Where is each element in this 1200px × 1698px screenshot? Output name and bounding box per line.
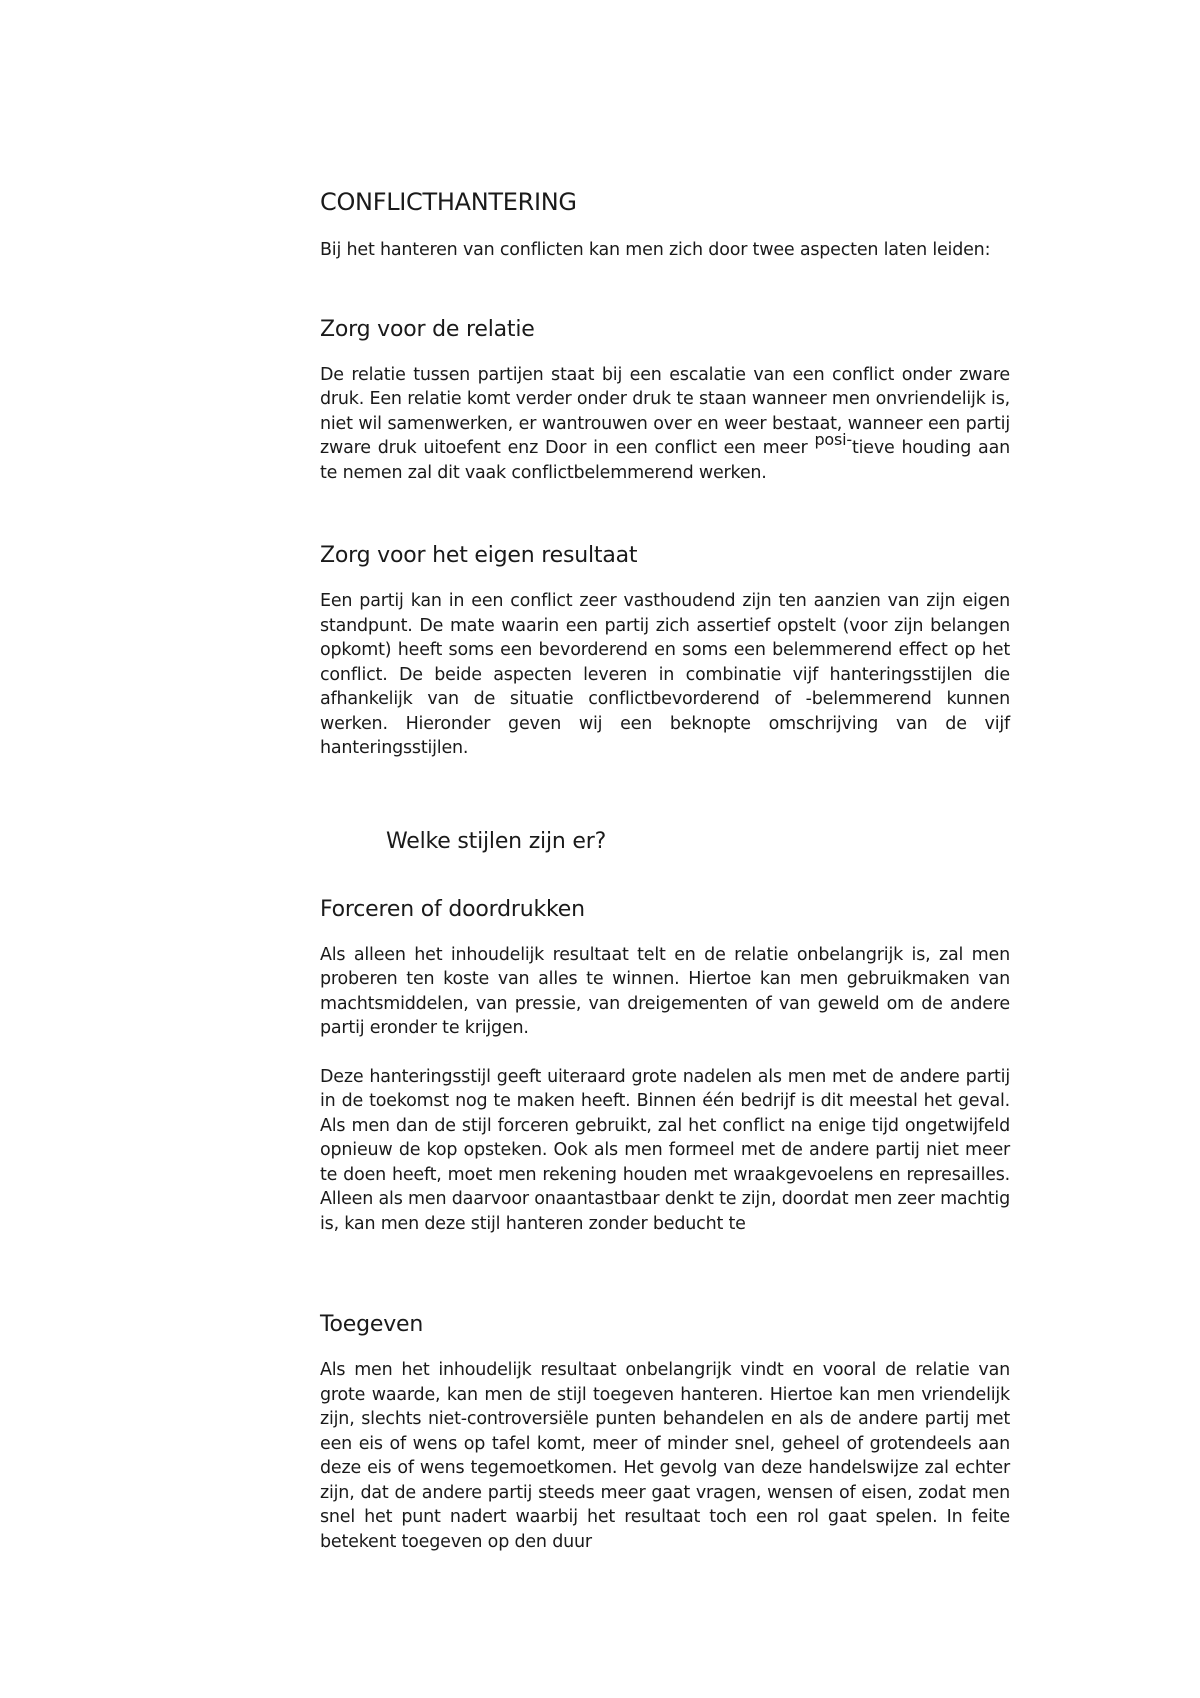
paragraph-text: tieve houding aan te nemen zal dit vaak conflictbelemmerend werken. <box>320 438 1010 483</box>
section-paragraph-relatie <box>320 363 1010 486</box>
document-body <box>320 186 1010 1554</box>
section-heading-stijlen: Welke stijlen zijn er? <box>386 828 607 854</box>
intro-paragraph: Bij het hanteren van conflicten kan men zich door twee aspecten laten leiden: <box>320 240 991 260</box>
section-heading-toegeven: Toegeven <box>320 1312 424 1337</box>
section-paragraph-toegeven: Als men het inhoudelijk resultaat onbelangrijk vindt en vooral de relatie van grote waarde, kan men de stijl toegeven hanteren. Hiertoe kan men vriendelijk zijn, slechts niet-controversiële punten behandelen en als de andere partij met een eis of wens op tafel komt, meer of minder snel, geheel of grotendeels aan deze eis of wens tegemoetkomen. Het gevolg van deze handelswijze zal echter zijn, dat de andere partij steeds meer gaat vragen, wensen of eisen, zodat men snel het punt nadert waarbij het resultaat toch een rol gaat spelen. In feite betekent toegeven op den duur <box>320 1360 1010 1552</box>
section-paragraph-forceren-2: Deze hanteringsstijl geeft uiteraard grote nadelen als men met de andere partij in de toekomst nog te maken heeft. Binnen één bedrijf is dit meestal het geval. Als men dan de stijl forceren gebruikt, zal het conflict na enige tijd ongetwijfeld opnieuw de kop opsteken. Ook als men formeel met de andere partij niet meer te doen heeft, moet men rekening houden met wraakgevoelens en represailles. Alleen als men daarvoor onaantastbaar denkt te zijn, doordat men zeer machtig is, kan men deze stijl hanteren zonder beducht te <box>320 1066 1010 1234</box>
paragraph-text: De relatie tussen partijen staat bij een escalatie van een conflict onder zware druk. Een relatie komt verder onder druk te staan wanneer men onvriendelijk is, niet wil samenwerken, er wantrouwen over en weer bestaat, wanneer een partij zware druk uitoefent enz Door in een conflict een meer <box>320 364 1010 458</box>
section-heading-resultaat: Zorg voor het eigen resultaat <box>320 543 638 568</box>
document-title: CONFLICTHANTERING <box>320 188 577 216</box>
hyphenated-fragment: posi- <box>814 430 852 449</box>
section-paragraph-forceren-1: Als alleen het inhoudelijk resultaat telt en de relatie onbelangrijk is, zal men proberen ten koste van alles te winnen. Hiertoe kan men gebruikmaken van machtsmiddelen, van pressie, van dreigementen of van geweld om de andere partij eronder te krijgen. <box>320 944 1010 1038</box>
section-paragraph-resultaat: Een partij kan in een conflict zeer vasthoudend zijn ten aanzien van zijn eigen standpunt. De mate waarin een partij zich assertief opstelt (voor zijn belangen opkomt) heeft soms een bevorderend en soms een belemmerend effect op het conflict. De beide aspecten leveren in combinatie vijf hanteringsstijlen die afhankelijk van de situatie conflictbevorderend of -belemmerend kunnen werken. Hieronder geven wij een beknopte omschrijving van de vijf hanteringsstijlen. <box>320 591 1010 758</box>
section-heading-relatie: Zorg voor de relatie <box>320 316 535 342</box>
section-heading-forceren: Forceren of doordrukken <box>320 896 585 922</box>
